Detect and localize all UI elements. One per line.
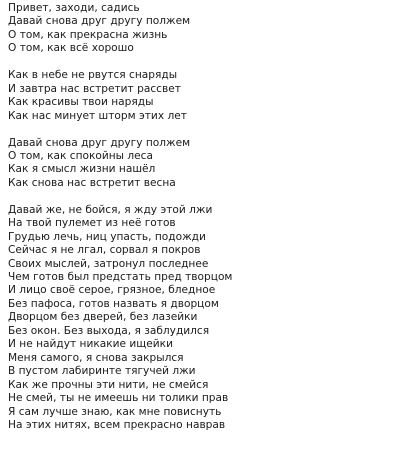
stanza-3 <box>8 137 396 191</box>
lyric-line: О том, как всё хорошо <box>8 42 134 55</box>
lyric-line: Как же прочны эти нити, не смейся <box>8 378 209 391</box>
lyric-line: И завтра нас встретит рассвет <box>8 82 181 95</box>
lyric-line: Как в небе не рвутся снаряды <box>8 69 178 82</box>
lyric-line: Без пафоса, готов назвать я дворцом <box>8 297 219 310</box>
lyric-line: На твой пулемет из неё готов <box>8 217 176 230</box>
lyric-line: Своих мыслей, затронул последнее <box>8 257 209 270</box>
lyric-line: Привет, заходи, садись <box>8 2 140 14</box>
lyric-line: Грудью лечь, ниц упасть, подожди <box>8 230 206 243</box>
lyric-line: О том, как спокойны леса <box>8 149 154 162</box>
stanza-2 <box>8 69 396 123</box>
lyric-line: Дворцом без дверей, без лазейки <box>8 311 198 324</box>
stanza-4 <box>8 204 396 433</box>
lyric-line: На этих нитях, всем прекрасно наврав <box>8 419 226 431</box>
lyric-line: Давай снова друг другу полжем <box>8 136 191 149</box>
lyric-line: Как снова нас встретит весна <box>8 176 176 189</box>
lyric-line: Как я смысл жизни нашёл <box>8 163 156 176</box>
stanza-1 <box>8 2 396 56</box>
lyric-line: Давай снова друг другу полжем <box>8 15 191 28</box>
lyric-line: И не найдут никакие ищейки <box>8 338 173 351</box>
lyric-line: Как красивы твои наряды <box>8 96 154 109</box>
lyric-line: В пустом лабиринте тягучей лжи <box>8 365 196 378</box>
lyric-line: Без окон. Без выхода, я заблудился <box>8 324 210 337</box>
lyric-line: Я сам лучше знаю, как мне повиснуть <box>8 405 222 418</box>
lyrics-text <box>8 2 396 446</box>
lyric-line: И лицо своё серое, грязное, бледное <box>8 284 216 297</box>
lyric-line: Не смей, ты не имеешь ни толики прав <box>8 392 229 405</box>
lyric-line: Сейчас я не лгал, сорвал я покров <box>8 244 201 257</box>
lyric-line: Давай же, не бойся, я жду этой лжи <box>8 203 213 216</box>
lyric-line: О том, как прекрасна жизнь <box>8 28 168 41</box>
lyric-line: Как нас минует шторм этих лет <box>8 109 187 122</box>
lyric-line: Меня самого, я снова закрылся <box>8 351 184 364</box>
lyric-line: Чем готов был предстать пред творцом <box>8 271 233 284</box>
